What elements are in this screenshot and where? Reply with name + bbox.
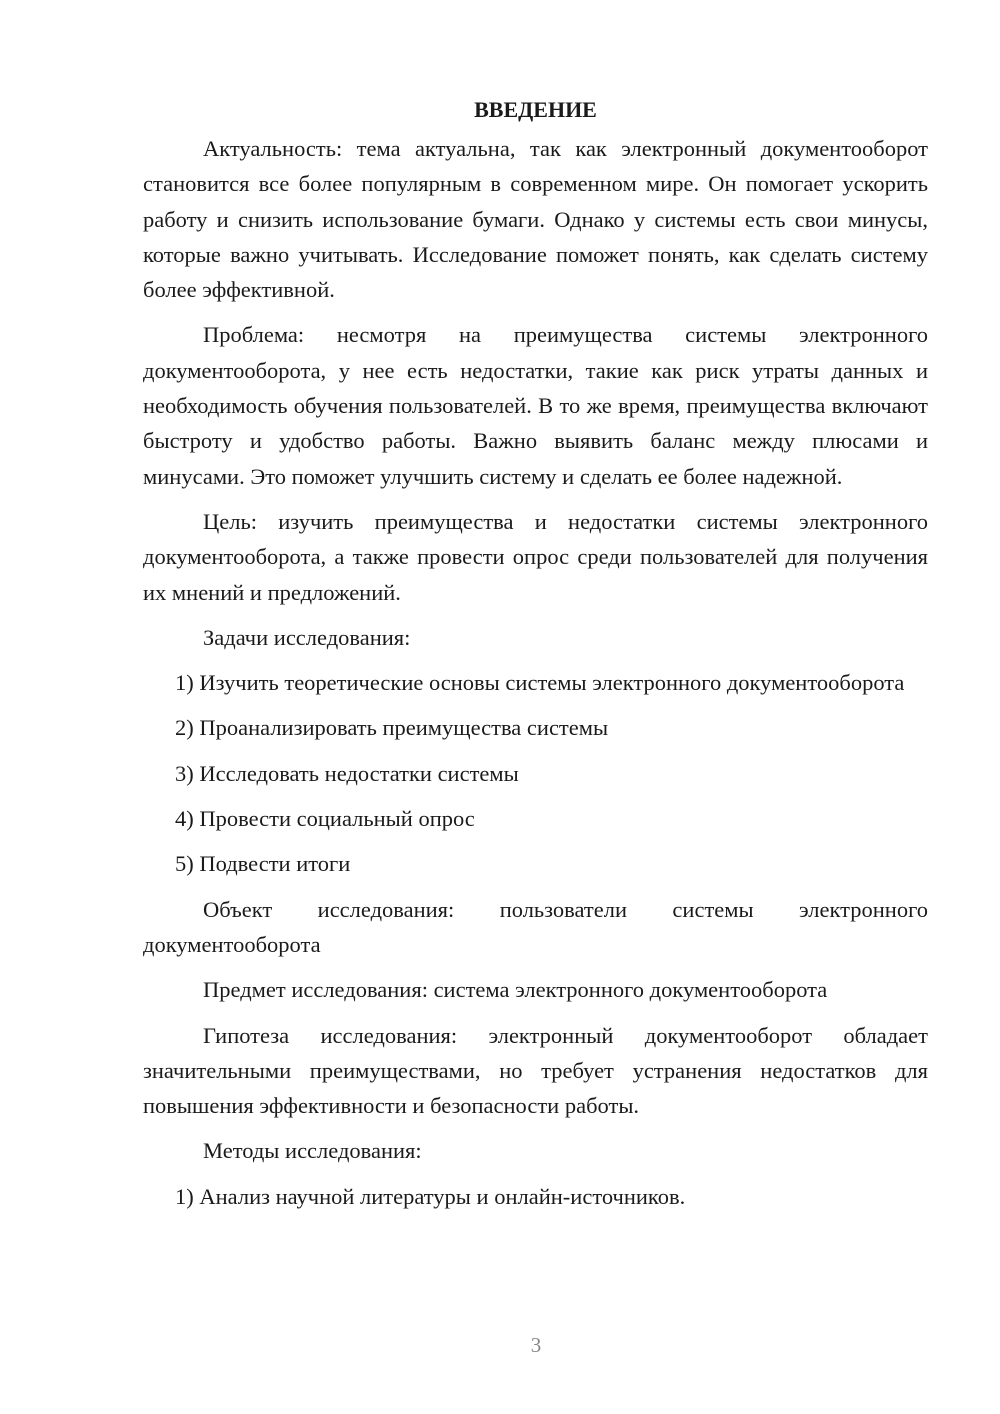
page-number: 3 (530, 1333, 542, 1357)
subject-paragraph: Предмет исследования: система электронного документооборота (203, 977, 828, 1003)
object-paragraph: Объект исследования: пользователи системы электронного документооборота (143, 896, 928, 957)
section-title: ВВЕДЕНИЕ (474, 97, 597, 122)
task-item-5: 5) Подвести итоги (175, 851, 351, 877)
tasks-heading: Задачи исследования: (203, 624, 411, 650)
methods-heading: Методы исследования: (203, 1138, 422, 1164)
problem-paragraph: Проблема: несмотря на преимущества системы электронного документооборота, у нее есть недостатки, такие как риск утраты данных и необходимость обучения пользователей. В то же время, преимущества включают быстроту и удобство работы. Важно выявить баланс между плюсами и минусами. Это поможет улучшить систему и сделать ее более надежной. (143, 322, 928, 489)
hypothesis-paragraph: Гипотеза исследования: электронный документооборот обладает значительными преимуществами, но требует устранения недостатков для повышения эффективности и безопасности работы. (143, 1022, 928, 1119)
relevance-paragraph: Актуальность: тема актуальна, так как электронный документооборот становится все более популярным в современном мире. Он помогает ускорить работу и снизить использование бумаги. Однако у системы есть свои минусы, которые важно учитывать. Исследование поможет понять, как сделать систему более эффективной. (143, 136, 928, 303)
goal-paragraph: Цель: изучить преимущества и недостатки системы электронного документооборота, а также провести опрос среди пользователей для получения их мнений и предложений. (143, 508, 928, 605)
task-item-2: 2) Проанализировать преимущества системы (175, 715, 609, 741)
method-item-1: 1) Анализ научной литературы и онлайн-источников. (175, 1183, 686, 1209)
task-item-3: 3) Исследовать недостатки системы (175, 760, 519, 786)
document-page (143, 92, 928, 1214)
task-item-4: 4) Провести социальный опрос (175, 806, 475, 832)
task-item-1: 1) Изучить теоретические основы системы электронного документооборота (175, 670, 905, 696)
